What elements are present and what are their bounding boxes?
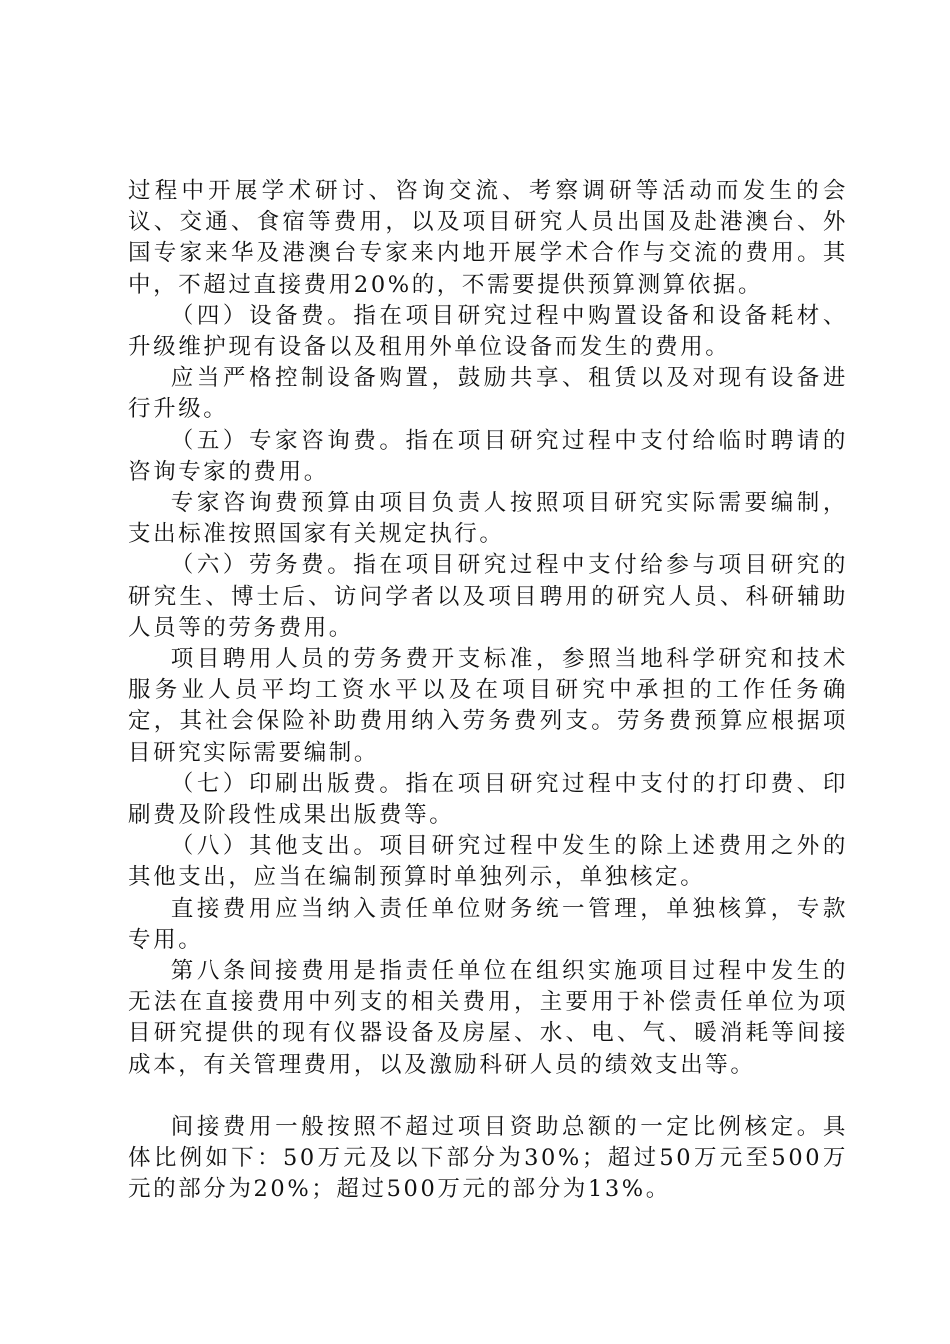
paragraph-printing-publishing-fee: （七）印刷出版费。指在项目研究过程中支付的打印费、印刷费及阶段性成果出版费等。 (128, 770, 848, 829)
document-body (128, 176, 848, 1206)
paragraph-equipment-control: 应当严格控制设备购置，鼓励共享、租赁以及对现有设备进行升级。 (128, 365, 848, 423)
paragraph-other-expenses: （八）其他支出。项目研究过程中发生的除上述费用之外的其他支出，应当在编制预算时单独列示，单独核定。 (128, 833, 848, 891)
paragraph-labor-fee: （六）劳务费。指在项目研究过程中支付给参与项目研究的研究生、博士后、访问学者以及项目聘用的研究人员、科研辅助人员等的劳务费用。 (128, 552, 848, 641)
paragraph-expert-fee-budget: 专家咨询费预算由项目负责人按照项目研究实际需要编制，支出标准按照国家有关规定执行。 (128, 490, 848, 548)
paragraph-labor-fee-standard: 项目聘用人员的劳务费开支标准，参照当地科学研究和技术服务业人员平均工资水平以及在项目研究中承担的工作任务确定，其社会保险补助费用纳入劳务费列支。劳务费预算应根据项目研究实际需要编制。 (128, 646, 848, 766)
paragraph-meeting-travel-costs: 过程中开展学术研讨、咨询交流、考察调研等活动而发生的会议、交通、食宿等费用，以及项目研究人员出国及赴港澳台、外国专家来华及港澳台专家来内地开展学术合作与交流的费用。其中，不超过直接费用20%的，不需要提供预算测算依据。 (128, 178, 848, 298)
paragraph-expert-consulting-fee: （五）专家咨询费。指在项目研究过程中支付给临时聘请的咨询专家的费用。 (128, 427, 848, 485)
paragraph-indirect-cost-ratio: 间接费用一般按照不超过项目资助总额的一定比例核定。具体比例如下：50万元及以下部分为30%；超过50万元至500万元的部分为20%；超过500万元的部分为13%。 (128, 1113, 848, 1203)
paragraph-equipment-fee: （四）设备费。指在项目研究过程中购置设备和设备耗材、升级维护现有设备以及租用外单位设备而发生的费用。 (128, 302, 848, 361)
paragraph-article-eight-indirect-costs: 第八条间接费用是指责任单位在组织实施项目过程中发生的无法在直接费用中列支的相关费用，主要用于补偿责任单位为项目研究提供的现有仪器设备及房屋、水、电、气、暖消耗等间接成本，有关管理费用，以及激励科研人员的绩效支出等。 (128, 958, 848, 1078)
paragraph-spacer (128, 1081, 848, 1112)
paragraph-direct-cost-management: 直接费用应当纳入责任单位财务统一管理，单独核算，专款专用。 (128, 895, 848, 953)
